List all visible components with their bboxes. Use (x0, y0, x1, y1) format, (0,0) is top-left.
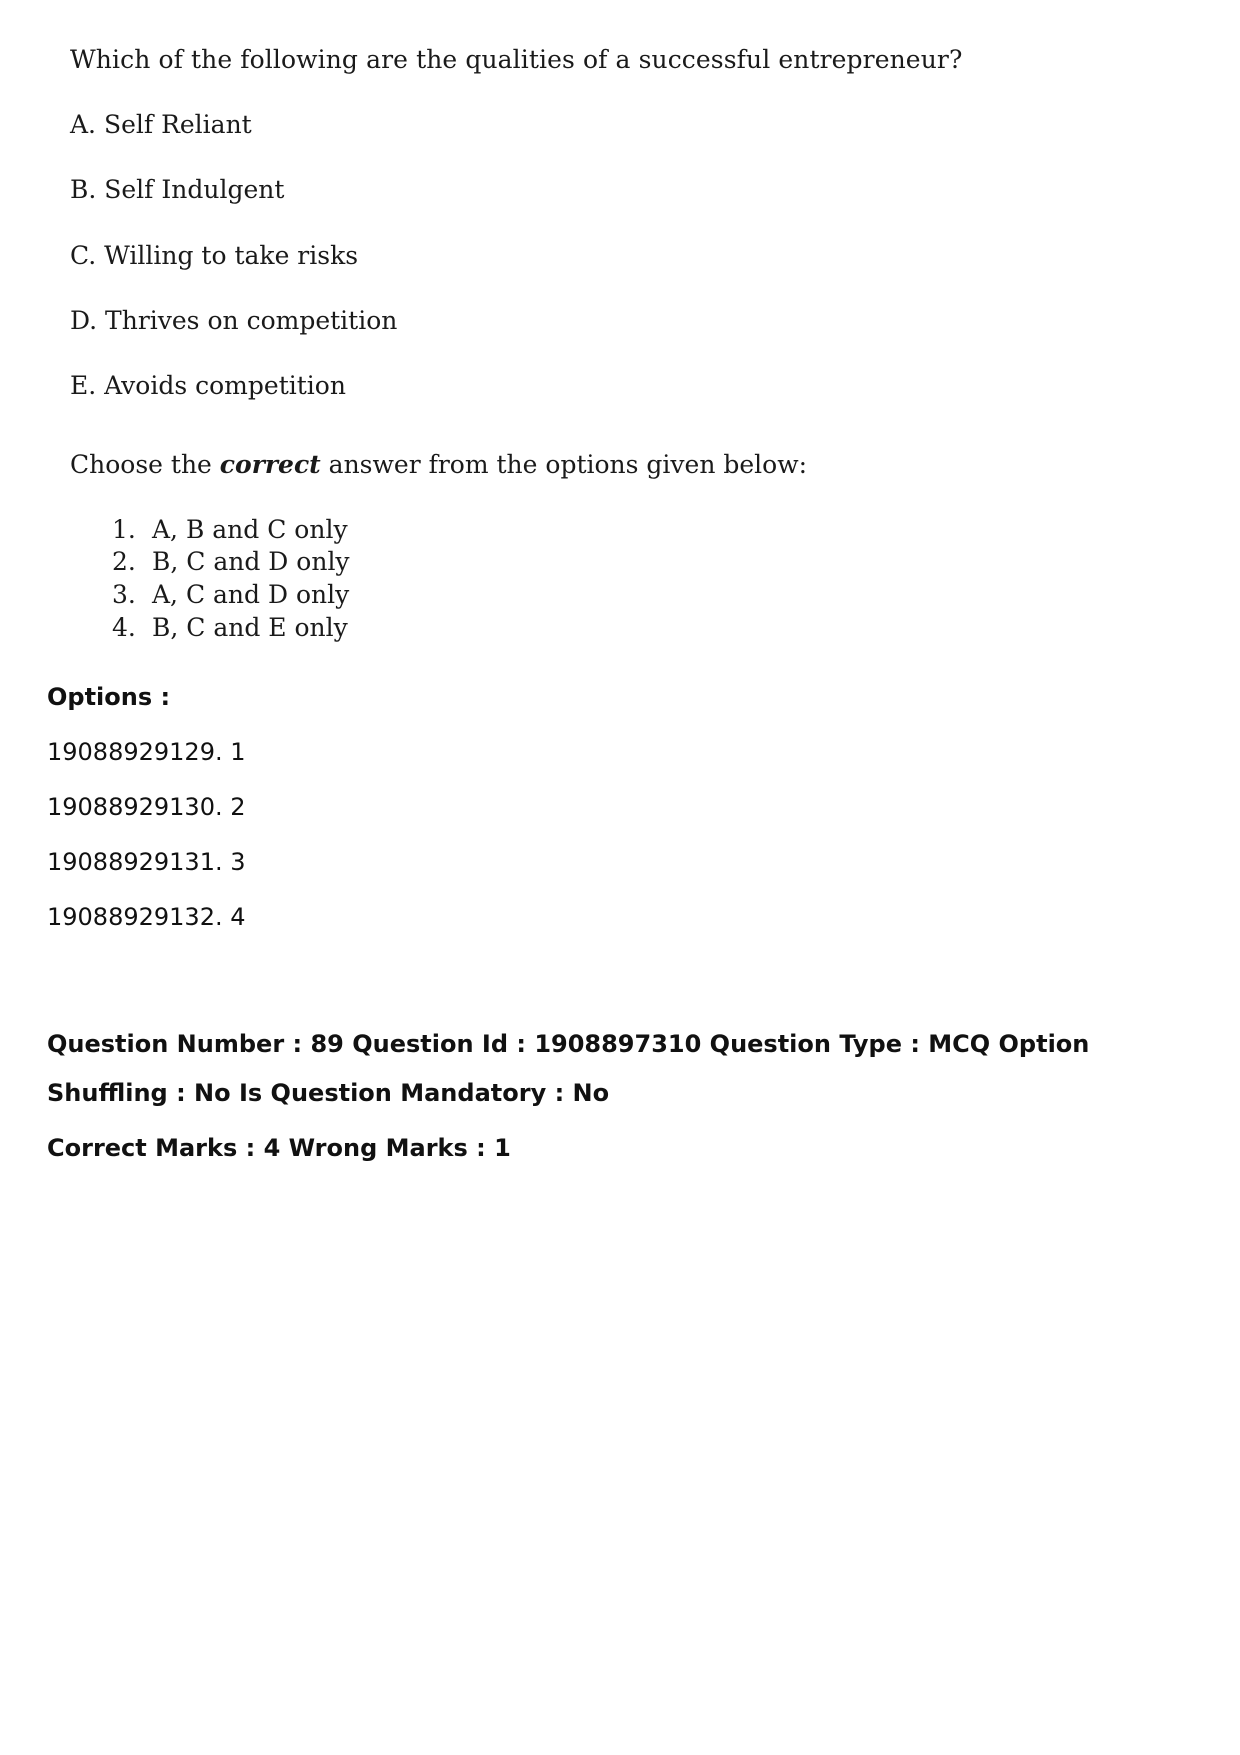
option-item-3: 19088929131. 3 (47, 848, 246, 876)
choice-text: A, C and D only (152, 580, 350, 609)
option-item-2: 19088929130. 2 (47, 793, 246, 821)
choice-number: 3. (112, 580, 136, 609)
statement-c: C. Willing to take risks (70, 241, 359, 270)
marks-info: Correct Marks : 4 Wrong Marks : 1 (47, 1134, 511, 1162)
question-meta-header (47, 1020, 1207, 1173)
instruction-text-after: answer from the options given below: (320, 450, 808, 479)
answer-instruction (70, 450, 807, 479)
choice-text: B, C and E only (152, 613, 348, 642)
choice-text: B, C and D only (152, 547, 350, 576)
choice-number: 4. (112, 613, 136, 642)
statement-b: B. Self Indulgent (70, 175, 285, 204)
choice-number: 2. (112, 547, 136, 576)
option-item-4: 19088929132. 4 (47, 903, 246, 931)
question-stem: Which of the following are the qualities of a successful entrepreneur? (70, 45, 963, 74)
statement-a: A. Self Reliant (70, 110, 252, 139)
option-item-1: 19088929129. 1 (47, 738, 246, 766)
instruction-emphasis: correct (219, 450, 321, 479)
choice-text: A, B and C only (152, 515, 348, 544)
statement-d: D. Thrives on competition (70, 306, 398, 335)
statement-e: E. Avoids competition (70, 371, 346, 400)
choice-number: 1. (112, 515, 136, 544)
options-label: Options : (47, 683, 171, 711)
instruction-text-before: Choose the (70, 450, 220, 479)
question-meta-text: Question Number : 89 Question Id : 1908897310 Question Type : MCQ Option Shuffling : No Is Question Mandatory : No (47, 1030, 1090, 1107)
choice-4 (112, 613, 348, 642)
choice-3 (112, 580, 349, 609)
choice-2 (112, 547, 350, 576)
choice-1 (112, 515, 348, 544)
